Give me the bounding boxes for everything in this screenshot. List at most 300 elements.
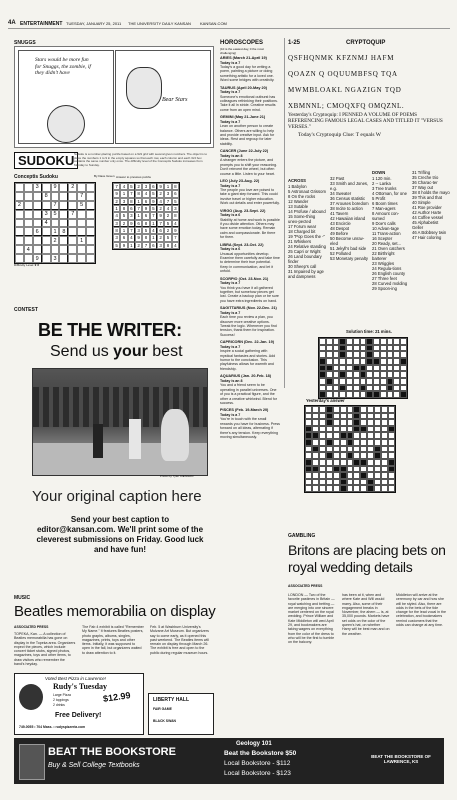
sudoku-answer-cell: 8 — [113, 227, 120, 234]
horoscope-entry — [220, 243, 280, 274]
horoscope-rating: Today is a 7 — [220, 281, 241, 286]
crossword-answer-cell — [333, 452, 340, 459]
sudoku-difficulty: Difficulty Level ★★ — [14, 263, 40, 267]
crossword-answer-cell — [360, 485, 367, 492]
contest-email[interactable]: editor@kansan.com. — [36, 525, 116, 534]
crossword-answer-cell — [374, 432, 381, 439]
liberty-film-1: FAIR GAME — [153, 707, 172, 711]
crossword-answer-cell — [312, 419, 319, 426]
sudoku-cell: 9 — [51, 183, 60, 192]
crossword-cell — [393, 345, 400, 352]
liberty-film-2: BLACK SWAN — [153, 719, 176, 723]
crossword-cell — [360, 391, 367, 398]
crossword-answer-cell — [367, 472, 374, 479]
crossword-answer-cell — [340, 485, 347, 492]
crossword-cell — [353, 345, 360, 352]
sudoku-answer-cell: 6 — [120, 234, 127, 241]
crossword-cell — [393, 378, 400, 385]
crossword-cell — [339, 338, 346, 345]
horoscope-sign: ARIES (March 21-April 19) — [220, 56, 267, 60]
crossword-answer-cell — [326, 446, 333, 453]
sudoku-cell — [77, 210, 86, 219]
sudoku-cell — [59, 236, 68, 245]
crossword-answer-cell — [381, 419, 388, 426]
sudoku-cell — [33, 201, 42, 210]
horoscope-title: HOROSCOPES — [220, 40, 264, 46]
sudoku-answer-cell: 9 — [128, 220, 135, 227]
crossword-clue: 35 Creche trio — [412, 175, 439, 180]
crossword-answer-cell — [319, 452, 326, 459]
sudoku-cell: 8 — [42, 192, 51, 201]
crossword-clue: 24 Relative standing — [288, 244, 326, 249]
horoscope-text: Today's a good day for writing a poem, painting a picture or doing something artistic for a loved one. Word some bridges with creativity. — [220, 65, 275, 83]
sudoku-cell — [59, 245, 68, 254]
sudoku-cell — [24, 210, 33, 219]
rudys-logo — [19, 684, 43, 710]
horoscope-text: You and a friend seem to be operating in parallel universes. One of you is a practical figure, and the other a creative whirlwind. Blend for success. — [220, 383, 277, 405]
sudoku-answer-cell: 8 — [135, 190, 142, 197]
horoscope-entry — [220, 306, 280, 337]
page-header — [8, 20, 450, 29]
crossword-answer-cell — [353, 432, 360, 439]
crossword-answer-cell — [360, 419, 367, 426]
crossword-cell — [393, 391, 400, 398]
sudoku-cell — [59, 192, 68, 201]
crossword-clue: 37 Arouses boredom — [330, 201, 369, 206]
horoscope-intro: (10 is the easiest day, 0 the most challenging) — [220, 47, 264, 55]
contest-photo — [32, 368, 208, 476]
crossword-cell — [360, 351, 367, 358]
crossword-answer-cell — [305, 466, 312, 473]
crossword-answer-cell — [374, 466, 381, 473]
horoscope-entry — [220, 277, 280, 304]
sudoku-answer-cell: 4 — [150, 227, 157, 234]
crossword-answer-cell — [312, 459, 319, 466]
crossword-clue: 34 Sweater — [330, 191, 352, 196]
rudys-item-2: 2 toppings — [53, 698, 69, 702]
sudoku-cell — [68, 236, 77, 245]
crossword-answer-cell — [333, 406, 340, 413]
issue-date: TUESDAY, JANUARY 25, 2011 — [66, 21, 122, 26]
sudoku-answer-cell: 4 — [172, 220, 179, 227]
crossword-answer-cell — [388, 406, 395, 413]
crossword-answer-cell — [319, 446, 326, 453]
crossword-answer-cell — [347, 479, 354, 486]
crossword-answer-cell — [305, 446, 312, 453]
sudoku-answer-cell: 5 — [113, 242, 120, 249]
bookstore-badge — [19, 744, 45, 780]
rudys-phone[interactable]: 749-0055 • 704 Mass. • rudyspizzeria.com — [19, 725, 86, 729]
bookstore-sub: Buy & Sell College Textbooks — [48, 762, 140, 769]
sudoku-cell — [86, 245, 95, 254]
sudoku-answer-cell: 5 — [150, 190, 157, 197]
sudoku-cell — [59, 201, 68, 210]
crossword-cell — [353, 351, 360, 358]
crossword-cell — [353, 391, 360, 398]
sudoku-answer-grid — [112, 182, 180, 250]
crossword-answer-cell — [305, 479, 312, 486]
crossword-answer-cell — [367, 466, 374, 473]
sudoku-answer-cell: 3 — [142, 183, 149, 190]
sudoku-cell: 7 — [77, 192, 86, 201]
crossword-clue: 7 Man-agers — [372, 206, 396, 211]
crossword-cell — [380, 338, 387, 345]
crossword-clue: 41 Roe provider — [412, 205, 442, 210]
sudoku-answer-cell: 3 — [128, 212, 135, 219]
across-label: ACROSS — [288, 178, 306, 183]
crossword-answer-cell — [360, 459, 367, 466]
sudoku-answer-cell: 8 — [128, 198, 135, 205]
crossword-answer-cell — [347, 452, 354, 459]
crossword-answer-cell — [360, 413, 367, 420]
crossword-cell — [393, 365, 400, 372]
page-number: 4A — [8, 20, 16, 26]
sudoku-cell — [86, 201, 95, 210]
sudoku-cell — [33, 236, 42, 245]
sudoku-answer-cell: 9 — [135, 234, 142, 241]
horoscope-entry — [220, 86, 280, 113]
crossword-clue: 47 Hair coloring — [412, 235, 442, 240]
sudoku-cell — [33, 210, 42, 219]
crossword-answer-cell — [374, 406, 381, 413]
rudys-delivery: Free Delivery! — [55, 712, 102, 719]
crossword-clue: 42 Author Harte — [412, 210, 442, 215]
crossword-cell — [373, 391, 380, 398]
sudoku-answer-cell: 7 — [113, 183, 120, 190]
crossword-answer-cell — [367, 406, 374, 413]
solution-time: Solution time: 21 mins. — [346, 329, 392, 334]
crossword-answer-cell — [340, 466, 347, 473]
crossword-answer-cell — [360, 446, 367, 453]
sudoku-cell — [15, 227, 24, 236]
crossword-clue: 36 Charac-ter — [412, 180, 438, 185]
sudoku-answer-cell: 8 — [142, 234, 149, 241]
crossword-cell — [380, 365, 387, 372]
crossword-cell — [333, 385, 340, 392]
crossword-cell — [326, 378, 333, 385]
sudoku-answer-cell: 6 — [150, 183, 157, 190]
horoscope-sign: VIRGO (Aug. 23-Sept. 22) — [220, 208, 266, 213]
crossword-clue: 1 120 min. — [372, 176, 392, 181]
gambling-col-3: Middleton will arrive at the ceremony by car and how she will be styled. Also, there are odds in the bets of the tide change for the lead vocal in the celebration, and bookmakers remind customers that the odds can change at any time. — [396, 593, 446, 628]
cryptoquip-line-3: MWMBLOAKL NGAZIGN TQD — [288, 86, 402, 94]
sudoku-cell: 8 — [59, 227, 68, 236]
crossword-cell — [319, 365, 326, 372]
sudoku-answer-cell: 3 — [135, 227, 142, 234]
sudoku-cell — [24, 201, 33, 210]
subhead-a: Send us — [50, 343, 114, 360]
crossword-cell — [353, 385, 360, 392]
sudoku-cell — [42, 245, 51, 254]
crossword-cell — [339, 371, 346, 378]
sudoku-answer-cell: 5 — [120, 212, 127, 219]
sudoku-cell: 2 — [51, 236, 60, 245]
sudoku-answer-cell: 4 — [120, 183, 127, 190]
crossword-clue: 8 On the rocks — [288, 194, 316, 199]
crossword-cell — [346, 351, 353, 358]
crossword-cell — [387, 391, 394, 398]
sudoku-answer-cell: 5 — [128, 183, 135, 190]
horoscope-rating: Today is an 8 — [220, 378, 243, 383]
horoscope-list — [220, 56, 280, 731]
sudoku-cell — [42, 236, 51, 245]
sudoku-cell — [24, 236, 33, 245]
contest-cta — [34, 515, 206, 555]
crossword-cell — [346, 371, 353, 378]
crossword-answer-cell — [326, 419, 333, 426]
sudoku-answer-cell: 2 — [164, 212, 171, 219]
crossword-clue: 21 Whiskers — [288, 239, 312, 244]
crossword-answer-cell — [353, 426, 360, 433]
crossword-answer-cell — [319, 413, 326, 420]
crossword-cell — [387, 385, 394, 392]
crossword-clue: 39 This and that — [412, 195, 442, 200]
comic-panel-2 — [115, 50, 211, 144]
crossword-answer-cell — [326, 459, 333, 466]
crossword-answer-cell — [367, 485, 374, 492]
crossword-answer-cell — [312, 406, 319, 413]
gambling-col-2: has been at it, when and where Kate and Will would marry. Also, some of their engagement breaks in November, the ahem — is, at 35,000 pounds. Markets have set odds on the color of the queen's hat, on whether Harry will be best man and on the weather. — [342, 593, 390, 636]
crossword-answer-cell — [305, 432, 312, 439]
cryptoquip-yesterday: Yesterday's Cryptoquip: I PENNED A VOLUME OF POEMS REFERENCING FAMOUS LEGAL CASES AND TITLED IT "VERSUS VERSES." — [288, 112, 443, 130]
bookstore-ad[interactable] — [14, 738, 444, 784]
sudoku-answer-cell: 9 — [113, 190, 120, 197]
sudoku-answer-cell: 3 — [113, 220, 120, 227]
sudoku-answer-cell: 9 — [172, 227, 179, 234]
crossword-clue: 16 Scepter — [372, 236, 393, 241]
sudoku-cell — [51, 192, 60, 201]
rudys-ad[interactable] — [14, 673, 144, 735]
crossword-answer-cell — [367, 479, 374, 486]
horoscope-rating: Today is a 7 — [220, 412, 241, 417]
sudoku-answer-cell: 7 — [157, 220, 164, 227]
crossword-answer-cell — [381, 472, 388, 479]
crossword-answer-cell — [312, 413, 319, 420]
sudoku-answer-cell: 5 — [142, 227, 149, 234]
sudoku-cell: 3 — [42, 210, 51, 219]
crossword-answer-cell — [333, 466, 340, 473]
liberty-hall-ad[interactable] — [148, 693, 214, 735]
site-link[interactable]: KANSAN.COM — [200, 21, 227, 26]
across-clues-1 — [288, 184, 326, 279]
crossword-answer-cell — [312, 485, 319, 492]
crossword-answer-cell — [312, 446, 319, 453]
crossword-cell — [353, 338, 360, 345]
crossword-answer-cell — [360, 426, 367, 433]
photo-mascot — [161, 409, 189, 461]
sudoku-cell — [59, 183, 68, 192]
sudoku-answer-cell: 2 — [135, 183, 142, 190]
crossword-cell — [400, 358, 407, 365]
crossword-clue: 44 Coffee vessel — [412, 215, 444, 220]
horoscope-rating: Today is a 6 — [220, 213, 241, 218]
crossword-cell — [380, 378, 387, 385]
crossword-answer-cell — [319, 406, 326, 413]
crossword-answer-cell — [367, 446, 374, 453]
sudoku-cell — [51, 245, 60, 254]
crossword-answer-cell — [305, 439, 312, 446]
crossword-cell — [319, 338, 326, 345]
crossword-clue: 15 Some-thing unex-pected — [288, 214, 316, 224]
crossword-answer-cell — [360, 452, 367, 459]
crossword-cell — [326, 365, 333, 372]
crossword-answer-cell — [347, 419, 354, 426]
crossword-answer-cell — [319, 459, 326, 466]
sudoku-answer-cell: 2 — [157, 234, 164, 241]
crossword-clue: 13 Sutable — [288, 204, 309, 209]
crossword-clue: 22 Birthright barterer — [372, 251, 395, 261]
crossword-cell — [360, 365, 367, 372]
crossword-clue: 31 Impaired by age and dampness — [288, 269, 324, 279]
column-divider — [284, 38, 285, 388]
crossword-clue: 26 Land boundary finder — [288, 254, 322, 264]
comic-speech-1: Stars would be more fun for Snuggs, the zombie, if they didn't have — [35, 57, 91, 76]
crossword-cell — [387, 371, 394, 378]
sudoku-cell — [42, 254, 51, 263]
photo-player — [129, 419, 141, 459]
crossword-answer-cell — [353, 419, 360, 426]
crossword-cell — [360, 371, 367, 378]
sudoku-answer-cell: 1 — [128, 242, 135, 249]
horoscope-text: The people you love are poised to take a giant step forward. This could involve travel or higher education. Work out details and enter powerfully. — [220, 187, 280, 206]
crossword-answer-grid — [304, 405, 396, 493]
sudoku-cell — [59, 210, 68, 219]
snuggs-comic — [14, 46, 214, 148]
crossword-cell — [400, 351, 407, 358]
crossword-cell — [380, 385, 387, 392]
crossword-answer-cell — [305, 406, 312, 413]
sudoku-cell — [59, 219, 68, 228]
sudoku-cell — [77, 183, 86, 192]
crossword-answer-cell — [333, 446, 340, 453]
rudys-price: $12.99 — [102, 690, 132, 704]
music-label: MUSIC — [14, 595, 31, 601]
crossword-cell — [319, 391, 326, 398]
crossword-cell — [400, 338, 407, 345]
crossword-answer-cell — [367, 452, 374, 459]
horoscope-entry — [220, 209, 280, 240]
crossword-answer-cell — [326, 439, 333, 446]
crossword-cell — [380, 345, 387, 352]
crossword-cell — [393, 358, 400, 365]
crossword-answer-cell — [347, 466, 354, 473]
sudoku-answer-cell: 8 — [142, 220, 149, 227]
sudoku-answer-cell: 1 — [150, 234, 157, 241]
crossword-clue: 4 Ottoman, for one — [372, 191, 407, 196]
sudoku-cell — [15, 192, 24, 201]
crossword-answer-cell — [347, 439, 354, 446]
crossword-answer-cell — [305, 472, 312, 479]
crossword-answer-cell — [347, 446, 354, 453]
horoscope-rating: Today is a 7 — [220, 60, 241, 65]
crossword-answer-cell — [353, 472, 360, 479]
horoscope-entry — [220, 115, 280, 146]
horoscope-entry — [220, 179, 280, 206]
horoscope-rating: Today is a 7 — [220, 119, 241, 124]
sudoku-answer-cell: 9 — [157, 183, 164, 190]
crossword-clue: 23 Wriggles — [372, 261, 395, 266]
crossword-answer-cell — [388, 439, 395, 446]
crossword-cell — [366, 358, 373, 365]
crossword-cell — [360, 378, 367, 385]
crossword-clue: 2 -- Lanka — [372, 181, 391, 186]
horoscope-sign: SCORPIO (Oct. 23-Nov. 21) — [220, 276, 269, 281]
sudoku-cell — [24, 192, 33, 201]
sudoku-grid — [14, 182, 96, 264]
crossword-clue: 52 Polluted — [330, 251, 351, 256]
crossword-clue: 49 Before — [330, 231, 349, 236]
rudys-item-1: Large Pizza — [53, 693, 71, 697]
horoscope-entry — [220, 149, 280, 176]
crossword-answer-cell — [347, 432, 354, 439]
crossword-clue: 31 Trifling — [412, 170, 431, 175]
music-col-2: The Fab 4 exhibit is called "Remember My Name." It features Beatles posters, photo graphs, albums, singles, magazines, prints, toys and other items. Initially, it was supposed to open in the fall, but organizers waited to draw attention to it. — [82, 625, 144, 655]
gambling-col-1: LONDON — Two of the favorite pastimes in Britain — royal watching and betting — are merging into one sincere market centered on the royal wedding. Prince William and Kate Middleton will wed April 29, and bookmakers are taking wagers on everything from the color of the dress to who will be the first to tumble on the balcony. — [288, 593, 335, 645]
crossword-answer-cell — [388, 426, 395, 433]
sudoku-cell — [15, 219, 24, 228]
sudoku-cell: 3 — [33, 183, 42, 192]
crossword-answer-cell — [305, 426, 312, 433]
music-headline: Beatles memorabilia on display — [14, 603, 216, 620]
down-label: DOWN — [372, 170, 386, 175]
sudoku-answer-cell: 7 — [135, 205, 142, 212]
horoscope-text: A stranger enters the picture, and prompts you to shift your reasoning. Don't reinvent the wheel, but often course a little. Listen to your heart. — [220, 158, 278, 176]
crossword-cell — [360, 345, 367, 352]
sudoku-answer-cell: 8 — [164, 242, 171, 249]
cryptoquip-line-2: QOAZN Q OQUUMBFSQ TQA — [288, 70, 398, 78]
paper-name: THE UNIVERSITY DAILY KANSAN — [128, 21, 191, 26]
crossword-answer-cell — [381, 426, 388, 433]
sudoku-section — [14, 152, 214, 272]
crossword-answer-cell — [333, 432, 340, 439]
crossword-answer-cell — [381, 485, 388, 492]
horoscope-sign: LEO (July 23-Aug. 22) — [220, 178, 260, 183]
crossword-cell — [339, 385, 346, 392]
sudoku-answer-cell: 1 — [120, 190, 127, 197]
sudoku-answer-cell: 1 — [164, 183, 171, 190]
horoscope-rating: Today is a 6 — [220, 247, 241, 252]
crossword-cell — [366, 351, 373, 358]
sudoku-cell — [15, 245, 24, 254]
crossword-answer-cell — [388, 466, 395, 473]
sudoku-answer-cell: 4 — [128, 234, 135, 241]
crossword-cell — [346, 385, 353, 392]
crossword-answer-cell — [367, 439, 374, 446]
crossword-clue: 41 Tavern — [330, 211, 349, 216]
crossword-cell — [353, 371, 360, 378]
crossword-clue: 45 Alphabetist Geller — [412, 220, 439, 230]
crossword-clue: 30 Sheep's call — [288, 264, 317, 269]
horoscope-sign: PISCES (Feb. 19-March 20) — [220, 408, 269, 413]
section-name: ENTERTAINMENT — [20, 20, 63, 27]
crossword-answer-cell — [326, 426, 333, 433]
crossword-answer-cell — [353, 446, 360, 453]
crossword-answer-cell — [381, 406, 388, 413]
crossword-clue: 27 Three feet — [372, 276, 397, 281]
crossword-clue: 51 Jekyll's bad side — [330, 246, 367, 251]
sudoku-answer-cell: 1 — [120, 227, 127, 234]
crossword-answer-cell — [374, 472, 381, 479]
crossword-cell — [373, 358, 380, 365]
sudoku-answer-cell: 5 — [172, 198, 179, 205]
crossword-cell — [380, 351, 387, 358]
crossword-grid[interactable] — [318, 337, 408, 399]
crossword-clue: 14 Profuse / abound — [288, 209, 326, 214]
crossword-answer-cell — [326, 472, 333, 479]
crossword-answer-cell — [374, 413, 381, 420]
crossword-cell — [333, 365, 340, 372]
gambling-label: GAMBLING — [288, 533, 316, 539]
